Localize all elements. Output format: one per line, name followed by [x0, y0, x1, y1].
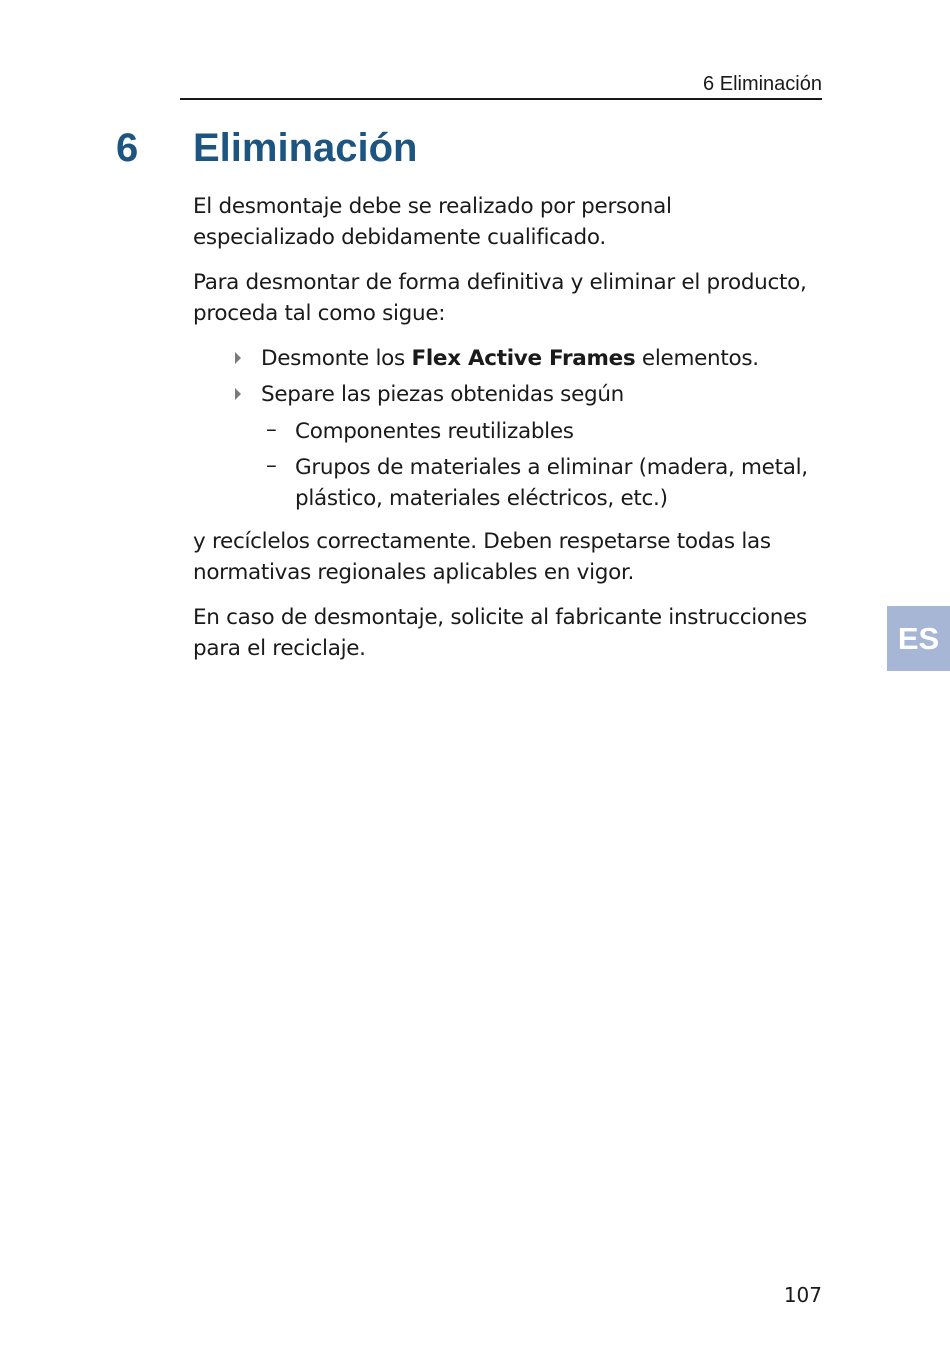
step-list — [193, 343, 813, 514]
step-arrow-icon — [235, 352, 241, 364]
intro-paragraph: El desmontaje debe se realizado por personal especializado debidamente cualificado. — [193, 194, 672, 250]
chapter-body — [193, 191, 813, 678]
page-number: 107 — [783, 1283, 822, 1307]
sub-item — [266, 452, 813, 514]
step-arrow-icon — [235, 388, 241, 400]
product-name: Flex Active Frames — [411, 346, 636, 371]
step-item — [261, 379, 813, 514]
chapter-number: 6 — [116, 126, 139, 170]
sub-item-text: Grupos de materiales a eliminar (madera, metal, plástico, materiales eléctricos, etc.) — [295, 455, 808, 511]
language-tab: ES — [887, 606, 950, 671]
recycling-paragraph: y recíclelos correctamente. Deben respetarse todas las normativas regionales aplicables en vigor. — [193, 529, 771, 585]
step-item — [261, 343, 813, 374]
dash-icon: – — [266, 453, 277, 478]
chapter-title: Eliminación — [193, 126, 418, 170]
running-header — [180, 70, 822, 100]
sub-list — [261, 416, 813, 514]
dash-icon: – — [266, 417, 277, 442]
step-text-after: elementos. — [635, 346, 759, 371]
running-header-title: 6 Eliminación — [703, 73, 822, 95]
step-text: Separe las piezas obtenidas según — [261, 382, 625, 407]
procedure-paragraph: Para desmontar de forma definitiva y eliminar el producto, proceda tal como sigue: — [193, 270, 807, 326]
sub-item-text: Componentes reutilizables — [295, 419, 574, 444]
step-text-before: Desmonte los — [261, 346, 412, 371]
instructions-paragraph: En caso de desmontaje, solicite al fabricante instrucciones para el reciclaje. — [193, 605, 807, 661]
sub-item — [266, 416, 813, 447]
